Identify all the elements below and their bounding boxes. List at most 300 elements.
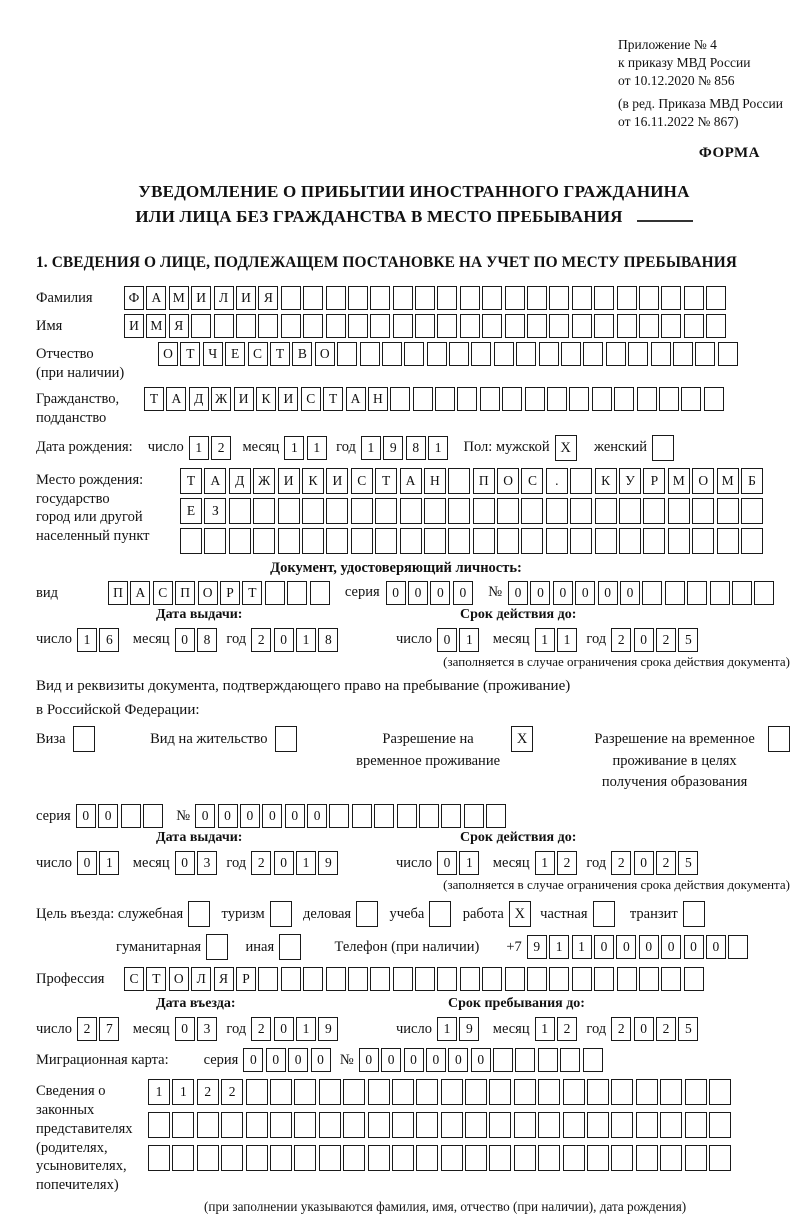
cell[interactable]: 0 (706, 935, 726, 959)
cell[interactable] (416, 1145, 438, 1171)
cell[interactable] (525, 387, 545, 411)
cell[interactable] (281, 967, 301, 991)
cell[interactable] (681, 387, 701, 411)
cell[interactable] (489, 1112, 511, 1138)
cell[interactable] (617, 314, 637, 338)
cell[interactable] (583, 1048, 603, 1072)
cell[interactable] (538, 1048, 558, 1072)
cell[interactable]: 1 (296, 628, 316, 652)
cell[interactable] (441, 1079, 463, 1105)
cell[interactable] (265, 581, 285, 605)
cell[interactable] (375, 498, 397, 524)
cell[interactable] (148, 1112, 170, 1138)
cell[interactable] (643, 528, 665, 554)
cell[interactable] (636, 1145, 658, 1171)
cell[interactable]: С (521, 468, 543, 494)
cell[interactable] (709, 1145, 731, 1171)
cell[interactable] (303, 967, 323, 991)
cell[interactable] (343, 1079, 365, 1105)
cell[interactable]: М (146, 314, 166, 338)
cell[interactable] (684, 967, 704, 991)
cell[interactable]: А (204, 468, 226, 494)
cell[interactable] (494, 342, 514, 366)
cell[interactable] (527, 967, 547, 991)
cell[interactable]: Л (214, 286, 234, 310)
cell[interactable]: 6 (99, 628, 119, 652)
cell[interactable] (521, 498, 543, 524)
cell[interactable] (473, 528, 495, 554)
cell[interactable] (427, 342, 447, 366)
cell[interactable]: 2 (656, 1017, 676, 1041)
cell[interactable] (368, 1112, 390, 1138)
cell[interactable] (214, 314, 234, 338)
cell[interactable] (685, 1145, 707, 1171)
cell[interactable] (480, 387, 500, 411)
cell[interactable] (563, 1079, 585, 1105)
cell[interactable]: М (169, 286, 189, 310)
cell[interactable] (684, 314, 704, 338)
cell[interactable] (370, 314, 390, 338)
cell[interactable] (572, 967, 592, 991)
cell[interactable] (704, 387, 724, 411)
cell[interactable]: 0 (240, 804, 260, 828)
cell[interactable] (614, 387, 634, 411)
cell[interactable] (294, 1145, 316, 1171)
cell[interactable] (718, 342, 738, 366)
cell[interactable] (351, 528, 373, 554)
cell[interactable] (611, 1145, 633, 1171)
cell[interactable] (717, 528, 739, 554)
cell[interactable]: 0 (285, 804, 305, 828)
cell[interactable]: 0 (98, 804, 118, 828)
cell[interactable] (660, 1112, 682, 1138)
cell[interactable]: 1 (296, 851, 316, 875)
cell[interactable]: 0 (437, 851, 457, 875)
cell[interactable] (172, 1112, 194, 1138)
cell[interactable]: Т (242, 581, 262, 605)
cell[interactable]: М (717, 468, 739, 494)
cell[interactable] (246, 1079, 268, 1105)
cell[interactable] (121, 804, 141, 828)
cell[interactable] (413, 387, 433, 411)
cell[interactable] (343, 1112, 365, 1138)
cell[interactable]: 1 (437, 1017, 457, 1041)
cell[interactable]: 1 (284, 436, 304, 460)
cell[interactable] (270, 1079, 292, 1105)
cell[interactable] (303, 286, 323, 310)
cell[interactable]: О (169, 967, 189, 991)
cell[interactable] (636, 1112, 658, 1138)
cell[interactable] (348, 314, 368, 338)
cell[interactable]: Е (225, 342, 245, 366)
cell[interactable] (473, 498, 495, 524)
cell[interactable]: П (175, 581, 195, 605)
cell[interactable] (538, 1079, 560, 1105)
cell[interactable] (572, 314, 592, 338)
cell[interactable] (448, 528, 470, 554)
cell[interactable] (538, 1145, 560, 1171)
cell[interactable]: Т (323, 387, 343, 411)
cell[interactable] (611, 1079, 633, 1105)
cell[interactable]: 2 (611, 1017, 631, 1041)
cell[interactable] (563, 1145, 585, 1171)
cell[interactable]: 0 (404, 1048, 424, 1072)
cell[interactable] (392, 1112, 414, 1138)
cell[interactable]: 2 (251, 851, 271, 875)
cell[interactable] (687, 581, 707, 605)
cell[interactable] (659, 387, 679, 411)
cell[interactable] (572, 286, 592, 310)
cell[interactable] (514, 1145, 536, 1171)
cell[interactable] (732, 581, 752, 605)
cell[interactable]: 0 (448, 1048, 468, 1072)
cell[interactable] (172, 1145, 194, 1171)
cell[interactable]: Ч (203, 342, 223, 366)
cell[interactable]: 0 (175, 851, 195, 875)
cell[interactable] (441, 1145, 463, 1171)
cell[interactable] (497, 528, 519, 554)
cell[interactable] (549, 967, 569, 991)
cell[interactable]: 2 (211, 436, 231, 460)
cell[interactable] (642, 581, 662, 605)
cell[interactable] (415, 286, 435, 310)
cell[interactable] (464, 804, 484, 828)
cell[interactable] (465, 1079, 487, 1105)
cell[interactable] (294, 1079, 316, 1105)
cell[interactable] (392, 1079, 414, 1105)
cell[interactable]: 9 (318, 1017, 338, 1041)
cell[interactable]: О (198, 581, 218, 605)
cell[interactable] (457, 387, 477, 411)
cell[interactable] (636, 1079, 658, 1105)
cell[interactable]: Т (144, 387, 164, 411)
cell[interactable]: 1 (428, 436, 448, 460)
cell[interactable]: О (692, 468, 714, 494)
cell[interactable]: 0 (386, 581, 406, 605)
cell[interactable] (253, 498, 275, 524)
cell[interactable]: 1 (307, 436, 327, 460)
cell[interactable]: 5 (678, 628, 698, 652)
cell[interactable] (337, 342, 357, 366)
cell[interactable] (549, 286, 569, 310)
cell[interactable] (326, 314, 346, 338)
cell[interactable] (593, 901, 615, 927)
cell[interactable]: 2 (197, 1079, 219, 1105)
cell[interactable] (294, 1112, 316, 1138)
cell[interactable] (449, 342, 469, 366)
cell[interactable]: 8 (406, 436, 426, 460)
cell[interactable] (326, 498, 348, 524)
cell[interactable]: 0 (437, 628, 457, 652)
cell[interactable] (692, 528, 714, 554)
cell[interactable]: 0 (620, 581, 640, 605)
cell[interactable] (368, 1145, 390, 1171)
cell[interactable] (754, 581, 774, 605)
cell[interactable] (570, 468, 592, 494)
cell[interactable]: Т (146, 967, 166, 991)
cell[interactable] (502, 387, 522, 411)
cell[interactable] (685, 1079, 707, 1105)
cell[interactable] (382, 342, 402, 366)
cell[interactable] (441, 804, 461, 828)
cell[interactable] (606, 342, 626, 366)
cell[interactable] (527, 314, 547, 338)
cell[interactable]: Я (169, 314, 189, 338)
cell[interactable] (587, 1112, 609, 1138)
cell[interactable] (595, 498, 617, 524)
cell[interactable]: X (555, 435, 577, 461)
cell[interactable] (482, 314, 502, 338)
cell[interactable] (221, 1112, 243, 1138)
cell[interactable]: И (236, 286, 256, 310)
cell[interactable]: Ж (211, 387, 231, 411)
cell[interactable]: 7 (99, 1017, 119, 1041)
cell[interactable] (639, 286, 659, 310)
cell[interactable] (424, 528, 446, 554)
cell[interactable]: 0 (634, 1017, 654, 1041)
cell[interactable]: Т (180, 468, 202, 494)
cell[interactable] (279, 934, 301, 960)
cell[interactable]: Д (189, 387, 209, 411)
cell[interactable] (709, 1079, 731, 1105)
cell[interactable] (619, 528, 641, 554)
cell[interactable]: 1 (535, 628, 555, 652)
cell[interactable]: С (301, 387, 321, 411)
cell[interactable] (348, 286, 368, 310)
cell[interactable] (246, 1145, 268, 1171)
cell[interactable] (368, 1079, 390, 1105)
cell[interactable]: Я (214, 967, 234, 991)
cell[interactable]: 0 (311, 1048, 331, 1072)
cell[interactable]: Т (180, 342, 200, 366)
cell[interactable] (348, 967, 368, 991)
cell[interactable]: 0 (266, 1048, 286, 1072)
cell[interactable] (356, 901, 378, 927)
cell[interactable]: 1 (148, 1079, 170, 1105)
cell[interactable] (717, 498, 739, 524)
cell[interactable] (685, 1112, 707, 1138)
cell[interactable] (514, 1112, 536, 1138)
cell[interactable]: Т (270, 342, 290, 366)
cell[interactable] (270, 901, 292, 927)
cell[interactable] (448, 468, 470, 494)
cell[interactable]: 0 (594, 935, 614, 959)
cell[interactable] (73, 726, 95, 752)
cell[interactable]: 0 (77, 851, 97, 875)
cell[interactable] (375, 528, 397, 554)
cell[interactable]: П (473, 468, 495, 494)
cell[interactable]: Ж (253, 468, 275, 494)
cell[interactable]: В (292, 342, 312, 366)
cell[interactable]: 0 (195, 804, 215, 828)
cell[interactable] (416, 1112, 438, 1138)
cell[interactable] (710, 581, 730, 605)
cell[interactable]: Р (220, 581, 240, 605)
cell[interactable]: Д (229, 468, 251, 494)
cell[interactable]: 0 (553, 581, 573, 605)
cell[interactable] (465, 1112, 487, 1138)
cell[interactable]: К (256, 387, 276, 411)
cell[interactable] (486, 804, 506, 828)
cell[interactable]: 2 (251, 628, 271, 652)
cell[interactable]: 2 (557, 851, 577, 875)
cell[interactable]: Ф (124, 286, 144, 310)
cell[interactable]: 2 (557, 1017, 577, 1041)
cell[interactable] (448, 498, 470, 524)
cell[interactable] (393, 286, 413, 310)
cell[interactable] (148, 1145, 170, 1171)
cell[interactable] (587, 1079, 609, 1105)
cell[interactable]: 0 (639, 935, 659, 959)
cell[interactable] (505, 967, 525, 991)
cell[interactable]: Л (191, 967, 211, 991)
cell[interactable]: 0 (243, 1048, 263, 1072)
cell[interactable] (229, 498, 251, 524)
cell[interactable] (617, 286, 637, 310)
cell[interactable]: 0 (274, 1017, 294, 1041)
cell[interactable]: Т (375, 468, 397, 494)
cell[interactable] (560, 1048, 580, 1072)
cell[interactable] (460, 314, 480, 338)
cell[interactable]: 1 (557, 628, 577, 652)
cell[interactable] (437, 314, 457, 338)
cell[interactable]: 1 (189, 436, 209, 460)
cell[interactable]: 1 (572, 935, 592, 959)
cell[interactable]: 0 (359, 1048, 379, 1072)
cell[interactable]: 0 (274, 628, 294, 652)
cell[interactable] (661, 286, 681, 310)
cell[interactable] (319, 1112, 341, 1138)
cell[interactable]: А (400, 468, 422, 494)
cell[interactable]: И (191, 286, 211, 310)
cell[interactable] (628, 342, 648, 366)
cell[interactable] (651, 342, 671, 366)
cell[interactable]: 2 (656, 851, 676, 875)
cell[interactable]: X (509, 901, 531, 927)
cell[interactable] (326, 967, 346, 991)
cell[interactable]: К (595, 468, 617, 494)
cell[interactable]: 9 (318, 851, 338, 875)
cell[interactable] (505, 286, 525, 310)
cell[interactable]: 0 (307, 804, 327, 828)
cell[interactable] (515, 1048, 535, 1072)
cell[interactable] (370, 286, 390, 310)
cell[interactable]: Б (741, 468, 763, 494)
cell[interactable] (302, 528, 324, 554)
cell[interactable]: 0 (634, 851, 654, 875)
cell[interactable]: 1 (296, 1017, 316, 1041)
cell[interactable]: 0 (575, 581, 595, 605)
cell[interactable]: 0 (430, 581, 450, 605)
cell[interactable]: И (278, 468, 300, 494)
cell[interactable] (191, 314, 211, 338)
cell[interactable]: 0 (408, 581, 428, 605)
cell[interactable] (180, 528, 202, 554)
cell[interactable] (326, 286, 346, 310)
cell[interactable] (302, 498, 324, 524)
cell[interactable] (538, 1112, 560, 1138)
cell[interactable]: 1 (549, 935, 569, 959)
cell[interactable]: 0 (684, 935, 704, 959)
cell[interactable]: Я (258, 286, 278, 310)
cell[interactable] (393, 314, 413, 338)
cell[interactable]: 1 (361, 436, 381, 460)
cell[interactable]: 8 (197, 628, 217, 652)
cell[interactable] (639, 967, 659, 991)
cell[interactable] (390, 387, 410, 411)
cell[interactable] (206, 934, 228, 960)
cell[interactable]: 2 (251, 1017, 271, 1041)
cell[interactable]: 2 (656, 628, 676, 652)
cell[interactable]: 9 (383, 436, 403, 460)
cell[interactable] (661, 967, 681, 991)
cell[interactable] (460, 967, 480, 991)
cell[interactable] (404, 342, 424, 366)
cell[interactable]: 0 (288, 1048, 308, 1072)
cell[interactable]: О (158, 342, 178, 366)
cell[interactable]: 1 (459, 851, 479, 875)
cell[interactable] (258, 967, 278, 991)
cell[interactable] (661, 314, 681, 338)
cell[interactable] (587, 1145, 609, 1171)
cell[interactable]: 0 (634, 628, 654, 652)
cell[interactable]: А (130, 581, 150, 605)
cell[interactable] (619, 498, 641, 524)
cell[interactable] (514, 1079, 536, 1105)
cell[interactable] (549, 314, 569, 338)
cell[interactable] (246, 1112, 268, 1138)
cell[interactable] (706, 286, 726, 310)
cell[interactable]: Н (368, 387, 388, 411)
cell[interactable]: . (546, 468, 568, 494)
cell[interactable]: 3 (197, 1017, 217, 1041)
cell[interactable] (569, 387, 589, 411)
cell[interactable] (319, 1145, 341, 1171)
cell[interactable] (768, 726, 790, 752)
cell[interactable]: 0 (530, 581, 550, 605)
cell[interactable] (521, 528, 543, 554)
cell[interactable]: 2 (77, 1017, 97, 1041)
cell[interactable] (643, 498, 665, 524)
cell[interactable] (270, 1145, 292, 1171)
cell[interactable]: 1 (535, 1017, 555, 1041)
cell[interactable] (441, 1112, 463, 1138)
cell[interactable] (435, 387, 455, 411)
cell[interactable] (594, 967, 614, 991)
cell[interactable] (482, 967, 502, 991)
cell[interactable] (310, 581, 330, 605)
cell[interactable] (275, 726, 297, 752)
cell[interactable] (516, 342, 536, 366)
cell[interactable] (570, 498, 592, 524)
cell[interactable] (639, 314, 659, 338)
cell[interactable] (326, 528, 348, 554)
cell[interactable] (583, 342, 603, 366)
cell[interactable]: 1 (459, 628, 479, 652)
cell[interactable]: 1 (77, 628, 97, 652)
cell[interactable] (594, 314, 614, 338)
cell[interactable]: С (248, 342, 268, 366)
cell[interactable] (143, 804, 163, 828)
cell[interactable]: 1 (535, 851, 555, 875)
cell[interactable] (460, 286, 480, 310)
cell[interactable]: И (278, 387, 298, 411)
cell[interactable] (197, 1145, 219, 1171)
cell[interactable] (563, 1112, 585, 1138)
cell[interactable]: 2 (221, 1079, 243, 1105)
cell[interactable] (489, 1079, 511, 1105)
cell[interactable] (561, 342, 581, 366)
